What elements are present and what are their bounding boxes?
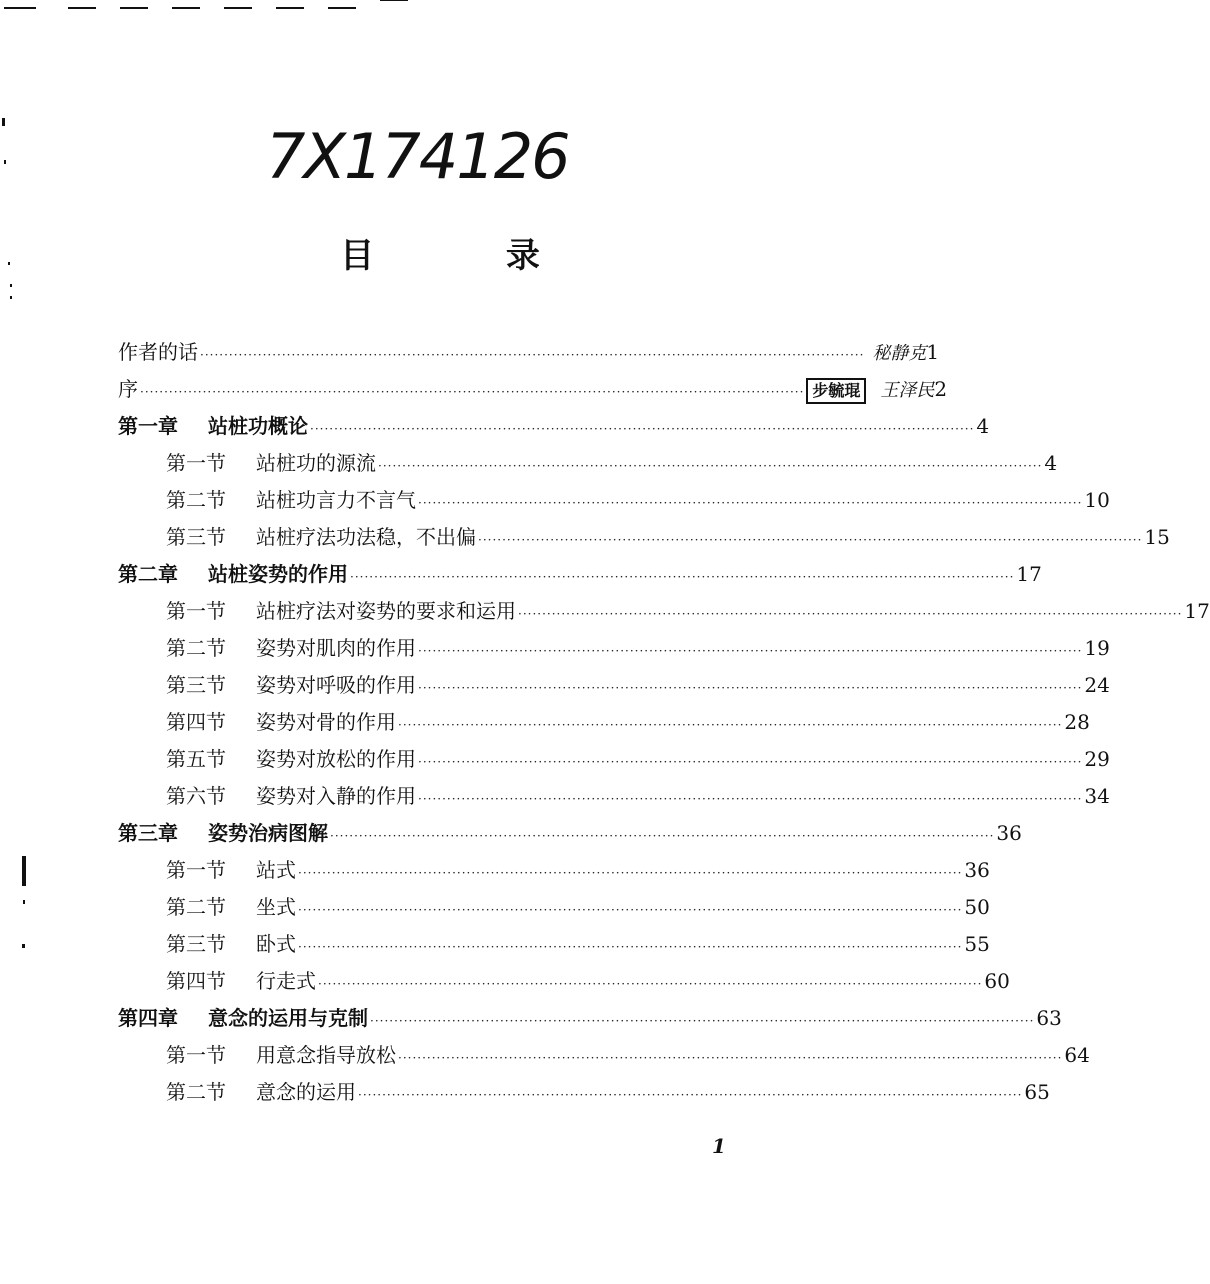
toc-entry-page: 17	[1184, 599, 1210, 623]
toc-section-entry	[118, 854, 990, 891]
toc-entry-page: 65	[1024, 1080, 1050, 1104]
toc-entry-page: 10	[1084, 488, 1110, 512]
toc-section-heading: 站式	[256, 858, 296, 882]
toc-leader-dots	[418, 792, 1082, 806]
page-title: 目 录	[340, 236, 600, 276]
toc-entry-page: 28	[1064, 710, 1090, 734]
toc-chapter-entry	[118, 817, 1022, 854]
toc-leader-dots	[318, 977, 982, 991]
toc-section-entry	[118, 669, 1110, 706]
toc-leader-dots	[418, 496, 1082, 510]
toc-leader-dots	[518, 607, 1182, 621]
toc-chapter-heading: 意念的运用与克制	[208, 1006, 368, 1030]
toc-leader-dots	[398, 1051, 1062, 1065]
toc-section-entry	[118, 447, 1058, 484]
toc-entry-heading: 作者的话	[118, 340, 198, 364]
toc-entry-page: 4	[976, 414, 990, 438]
toc-entry-page: 17	[1016, 562, 1042, 586]
toc-leader-dots	[298, 866, 962, 880]
toc-section-heading: 姿势对呼吸的作用	[256, 673, 416, 697]
handwritten-catalog-number	[262, 112, 569, 193]
toc-leader-dots	[358, 1088, 1022, 1102]
toc-front-entry	[118, 373, 948, 410]
toc-chapter-number: 第二章	[118, 562, 178, 586]
toc-entry-page: 19	[1084, 636, 1110, 660]
toc-leader-dots	[330, 829, 994, 843]
toc-section-number: 第四节	[166, 969, 226, 993]
toc-section-entry	[118, 928, 990, 965]
toc-chapter-number: 第三章	[118, 821, 178, 845]
toc-section-heading: 用意念指导放松	[256, 1043, 396, 1067]
toc-entry-page: 60	[984, 969, 1010, 993]
svg-text:7X174126: 7X174126	[266, 120, 569, 193]
toc-front-entry	[118, 336, 940, 373]
toc-section-number: 第二节	[166, 895, 226, 919]
toc-leader-dots	[378, 459, 1042, 473]
toc-chapter-number: 第四章	[118, 1006, 178, 1030]
toc-section-number: 第一节	[166, 1043, 226, 1067]
toc-section-entry	[118, 965, 1010, 1002]
toc-section-heading: 姿势对骨的作用	[256, 710, 396, 734]
toc-section-heading: 姿势对放松的作用	[256, 747, 416, 771]
toc-entry-page: 36	[996, 821, 1022, 845]
toc-entry-page: 24	[1084, 673, 1110, 697]
toc-entry-page: 1	[926, 340, 940, 364]
toc-section-number: 第一节	[166, 599, 226, 623]
toc-entry-page: 4	[1044, 451, 1058, 475]
toc-section-number: 第一节	[166, 451, 226, 475]
toc-leader-dots	[298, 940, 962, 954]
toc-section-number: 第二节	[166, 1080, 226, 1104]
toc-section-heading: 意念的运用	[256, 1080, 356, 1104]
page-number: 1	[712, 1134, 726, 1158]
toc-section-number: 第三节	[166, 673, 226, 697]
toc-leader-dots	[350, 570, 1014, 584]
toc-section-number: 第三节	[166, 525, 226, 549]
toc-entry-page: 29	[1084, 747, 1110, 771]
toc-chapter-entry	[118, 558, 1042, 595]
toc-entry-page: 2	[934, 377, 948, 401]
toc-entry-page: 34	[1084, 784, 1110, 808]
toc-chapter-entry	[118, 1002, 1062, 1039]
toc-leader-dots	[298, 903, 962, 917]
toc-chapter-number: 第一章	[118, 414, 178, 438]
toc-chapter-heading: 姿势治病图解	[208, 821, 328, 845]
toc-section-number: 第二节	[166, 488, 226, 512]
toc-section-heading: 站桩疗法对姿势的要求和运用	[256, 599, 516, 623]
toc-chapter-entry	[118, 410, 990, 447]
toc-entry-page: 55	[964, 932, 990, 956]
toc-entry-page: 15	[1144, 525, 1170, 549]
toc-leader-dots	[418, 681, 1082, 695]
toc-section-entry	[118, 521, 1170, 558]
stamp-mark: 步毓琨	[806, 378, 866, 404]
toc-leader-dots	[200, 348, 864, 362]
toc-section-entry	[118, 595, 1210, 632]
toc-section-entry	[118, 780, 1110, 817]
toc-section-entry	[118, 706, 1090, 743]
toc-leader-dots	[478, 533, 1142, 547]
toc-section-number: 第三节	[166, 932, 226, 956]
toc-entry-author: 王泽民	[880, 380, 935, 401]
table-of-contents	[118, 336, 1210, 1113]
toc-entry-author: 秘静克	[872, 343, 927, 364]
toc-section-number: 第六节	[166, 784, 226, 808]
toc-section-entry	[118, 1076, 1050, 1113]
toc-section-entry	[118, 484, 1110, 521]
toc-entry-heading: 序	[118, 377, 138, 401]
toc-section-heading: 卧式	[256, 932, 296, 956]
toc-leader-dots	[398, 718, 1062, 732]
toc-chapter-heading: 站桩功概论	[208, 414, 308, 438]
toc-entry-page: 50	[964, 895, 990, 919]
toc-section-entry	[118, 891, 990, 928]
toc-chapter-heading: 站桩姿势的作用	[208, 562, 348, 586]
toc-section-number: 第二节	[166, 636, 226, 660]
scan-margin-specks	[0, 0, 40, 1284]
scan-edge-dashes	[0, 0, 440, 14]
toc-section-heading: 站桩功言力不言气	[256, 488, 416, 512]
toc-entry-page: 36	[964, 858, 990, 882]
toc-section-heading: 姿势对入静的作用	[256, 784, 416, 808]
toc-leader-dots	[418, 755, 1082, 769]
toc-section-heading: 姿势对肌肉的作用	[256, 636, 416, 660]
toc-leader-dots	[310, 422, 974, 436]
toc-section-entry	[118, 632, 1110, 669]
toc-entry-page: 63	[1036, 1006, 1062, 1030]
toc-section-heading: 坐式	[256, 895, 296, 919]
toc-section-number: 第一节	[166, 858, 226, 882]
toc-section-heading: 行走式	[256, 969, 316, 993]
toc-entry-page: 64	[1064, 1043, 1090, 1067]
toc-section-heading: 站桩功的源流	[256, 451, 376, 475]
toc-section-heading: 站桩疗法功法稳，不出偏	[256, 525, 476, 549]
toc-section-number: 第五节	[166, 747, 226, 771]
toc-leader-dots	[418, 644, 1082, 658]
toc-leader-dots	[370, 1014, 1034, 1028]
toc-section-entry	[118, 1039, 1090, 1076]
toc-leader-dots	[140, 385, 804, 399]
toc-section-number: 第四节	[166, 710, 226, 734]
toc-section-entry	[118, 743, 1110, 780]
